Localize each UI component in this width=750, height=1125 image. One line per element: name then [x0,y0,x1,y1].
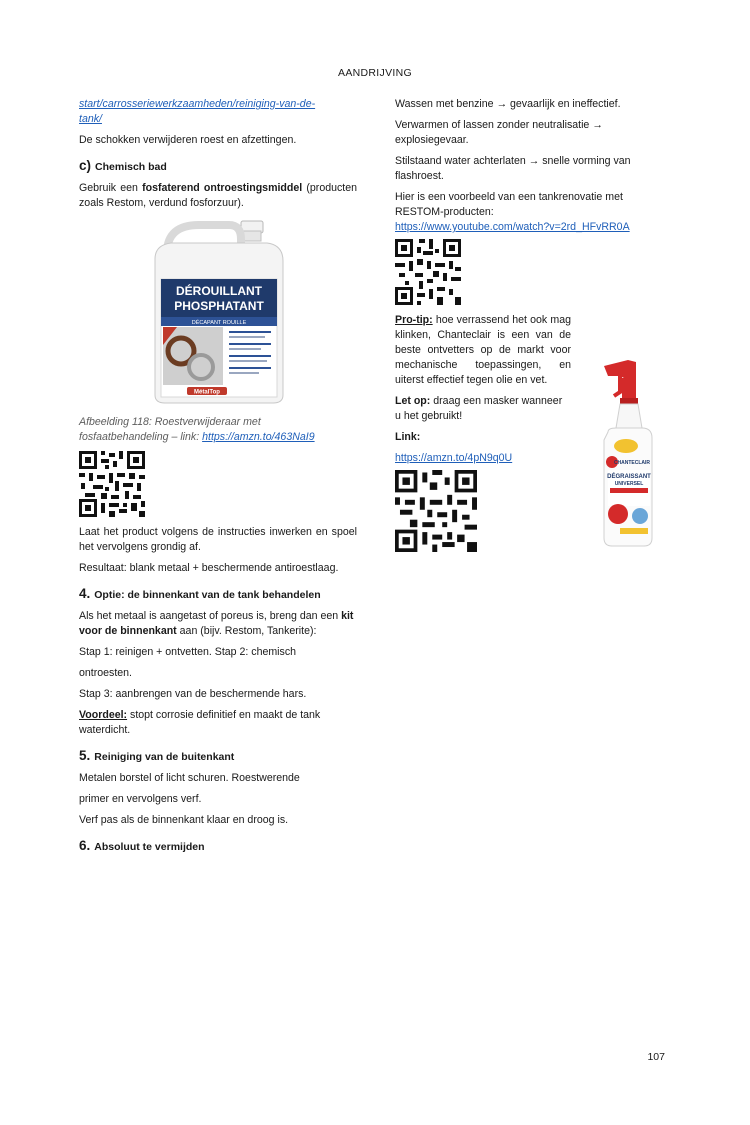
product-image-degreaser [598,358,662,548]
paragraph-instructions: Laat het product volgens de instructies inwerken en spoel het vervolgens grondig af. [79,526,357,553]
label-title-2: PHOSPHATANT [174,299,264,313]
paragraph-protip: Pro-tip: hoe verrassend het ook mag klinken, Chanteclair is een van de beste ontvetters op de markt voor mechanische toepassingen, en uiterst effectief tegen olie en vet. [395,314,571,386]
paragraph-kit: Als het metaal is aangetast of poreus is, breng dan een kit voor de binnenkant aan (bijv. Restom, Tankerite): [79,610,354,637]
heading-option-inside: 4. Optie: de binnenkant van de tank behandelen [79,586,321,601]
paragraph-bath: Gebruik een fosfaterend ontroestingsmiddel (producten zoals Restom, verdund fosforzuur). [79,182,358,209]
paragraph-result: Resultaat: blank metaal + beschermende antiroestlaag. [79,562,339,574]
paragraph-water: Stilstaand water achterlaten → snelle vorming van flashroest. [395,155,631,182]
paragraph-advantage: Voordeel: stopt corrosie definitief en maakt de tank waterdicht. [79,709,321,736]
heading-chemisch-bad [79,158,357,175]
page-number: 107 [647,1051,665,1063]
reference-link-line2[interactable]: tank/ [79,113,102,125]
brand-label: MétalTop [194,389,220,396]
qr-code-icon[interactable] [395,239,461,305]
qr-code-icon[interactable] [79,451,145,517]
paragraph-step1: Stap 1: reinigen + ontvetten. Stap 2: chemisch [79,646,297,658]
left-column [79,97,357,861]
paragraph-shock: De schokken verwijderen roest en afzettingen. [79,134,297,146]
paragraph-brush2: primer en vervolgens verf. [79,793,202,805]
paragraph-step1b: ontroesten. [79,667,133,679]
paragraph-step3: Stap 3: aanbrengen van de beschermende hars. [79,688,307,700]
page-header: AANDRIJVING [338,67,412,79]
link-label: Link: [395,431,421,443]
caption-link[interactable]: https://amzn.to/463NaI9 [202,431,315,443]
label-title-2: UNIVERSEL [614,481,644,487]
heading-outside-cleaning: 5. Reiniging van de buitenkant [79,748,235,763]
figure-caption: Afbeelding 118: Roestverwijderaar met fosfaatbehandeling – link: https://amzn.to/463NaI9 [79,416,315,443]
paragraph-example: Hier is een voorbeeld van een tankrenovatie met RESTOM-producten: [395,191,623,218]
heading-avoid: 6. Absoluut te vermijden [79,838,205,853]
spray-bottle-illustration [598,358,662,548]
label-subtitle: DÉCAPANT ROUILLE [191,320,247,326]
paragraph-paint: Verf pas als de binnenkant klaar en droog is. [79,814,289,826]
paragraph-heat: Verwarmen of lassen zonder neutralisatie → explosiegevaar. [395,119,603,146]
paragraph-benzine: Wassen met benzine → gevaarlijk en ineffectief. [395,98,621,110]
label-title-1: DÉROUILLANT [176,284,262,298]
paragraph-brush1: Metalen borstel of licht schuren. Roestwerende [79,772,300,784]
reference-link[interactable] [79,97,357,127]
jerrycan-illustration [149,219,289,405]
brand-label: CHANTECLAIR [613,460,651,466]
qr-code-icon[interactable] [395,470,477,552]
paragraph-letop: Let op: draag een masker wanneer u het gebruikt! [395,395,563,422]
reference-link-line1[interactable]: start/carrosseriewerkzaamheden/reiniging-van-de- [79,98,316,110]
amazon-link[interactable]: https://amzn.to/4pN9q0U [395,452,513,464]
label-title-1: DÉGRAISSANT [607,474,651,480]
youtube-link[interactable]: https://www.youtube.com/watch?v=2rd_HFvRR0A [395,221,630,233]
heading-number: c) [79,158,92,173]
product-image-rust-remover [149,219,289,405]
heading-text: Chemisch bad [95,161,167,173]
